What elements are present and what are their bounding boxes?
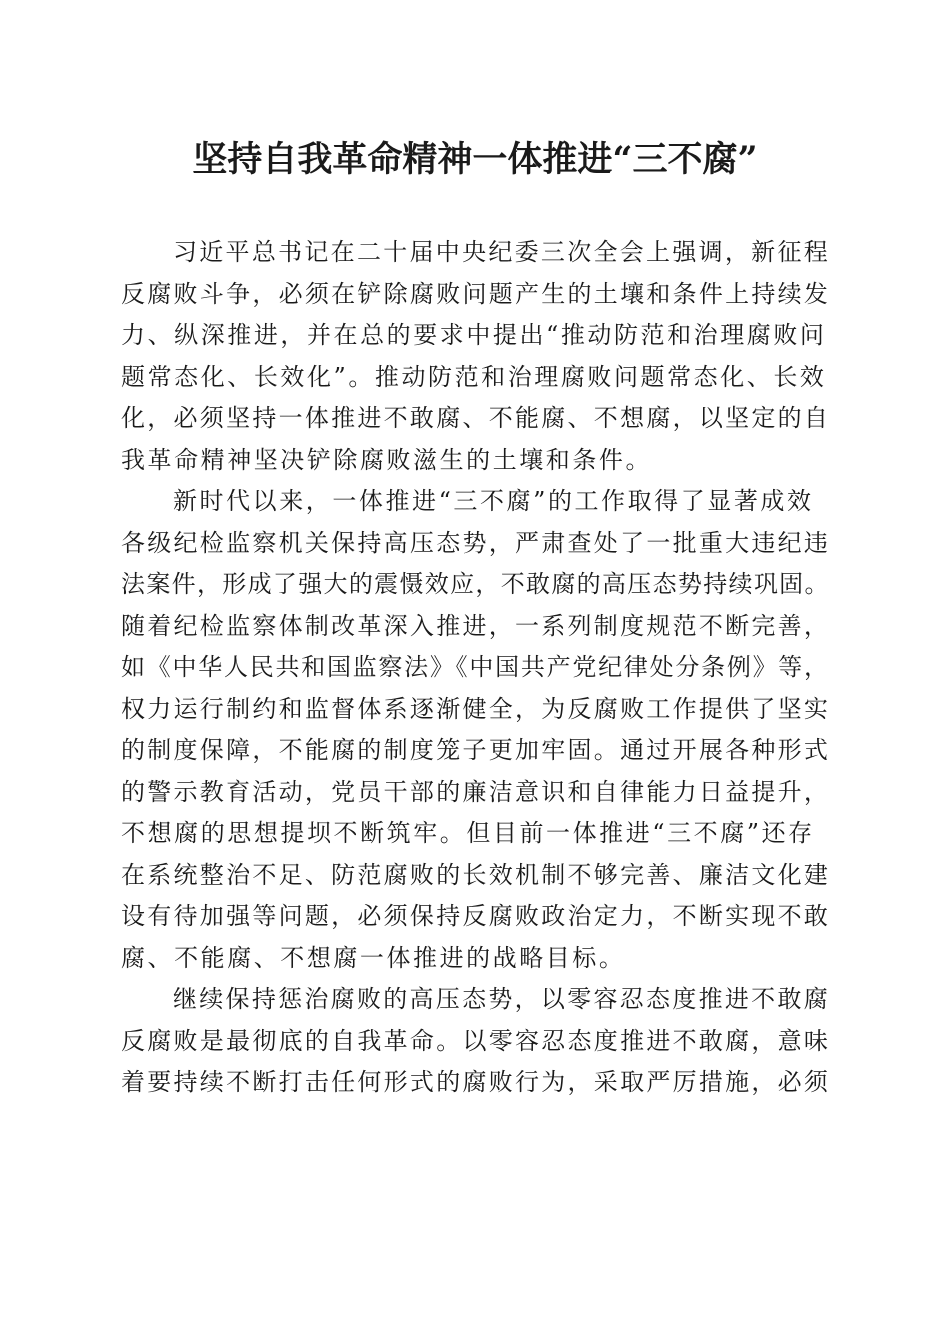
text-line: 习近平总书记在二十届中央纪委三次全会上强调，新征程 [173, 238, 830, 266]
text-line: 反腐败是最彻底的自我革命。以零容忍态度推进不敢腐，意味 [121, 1026, 831, 1055]
text-line: 权力运行制约和监督体系逐渐健全，为反腐败工作提供了坚实 [121, 694, 831, 723]
text-line: 腐、不能腐、不想腐一体推进的战略目标。 [121, 943, 626, 972]
paragraph-1 [121, 232, 831, 481]
text-line: 着要持续不断打击任何形式的腐败行为，采取严厉措施，必须 [121, 1068, 831, 1096]
text-line: 的制度保障，不能腐的制度笼子更加牢固。通过开展各种形式 [121, 736, 831, 764]
document-body [121, 232, 831, 1104]
text-line: 设有待加强等问题，必须保持反腐败政治定力，不断实现不敢 [121, 902, 831, 930]
text-line: 新时代以来，一体推进“三不腐”的工作取得了显著成效 [173, 487, 814, 515]
document-title: 坚持自我革命精神一体推进“三不腐” [192, 139, 758, 180]
text-line: 不想腐的思想提坝不断筑牢。但目前一体推进“三不腐”还存 [121, 819, 815, 847]
text-line: 题常态化、长效化”。推动防范和治理腐败问题常态化、长效 [121, 362, 827, 391]
text-line: 化，必须坚持一体推进不敢腐、不能腐、不想腐，以坚定的自 [121, 404, 831, 432]
text-line: 力、纵深推进，并在总的要求中提出“推动防范和治理腐败问 [121, 321, 827, 349]
text-line: 继续保持惩治腐败的高压态势，以零容忍态度推进不敢腐 [173, 985, 830, 1013]
text-line: 反腐败斗争，必须在铲除腐败问题产生的土壤和条件上持续发 [121, 279, 831, 308]
text-line: 的警示教育活动，党员干部的廉洁意识和自律能力日益提升， [121, 777, 831, 806]
paragraph-3 [121, 979, 831, 1104]
text-line: 我革命精神坚决铲除腐败滋生的土壤和条件。 [121, 445, 652, 474]
text-line: 在系统整治不足、防范腐败的长效机制不够完善、廉洁文化建 [121, 860, 831, 889]
text-line: 法案件，形成了强大的震慑效应，不敢腐的高压态势持续巩固。 [121, 570, 830, 598]
text-line: 随着纪检监察体制改革深入推进，一系列制度规范不断完善， [121, 611, 831, 640]
text-line: 各级纪检监察机关保持高压态势，严肃查处了一批重大违纪违 [121, 528, 831, 557]
paragraph-2 [121, 481, 831, 979]
text-line: 如《中华人民共和国监察法》《中国共产党纪律处分条例》等， [121, 653, 830, 681]
